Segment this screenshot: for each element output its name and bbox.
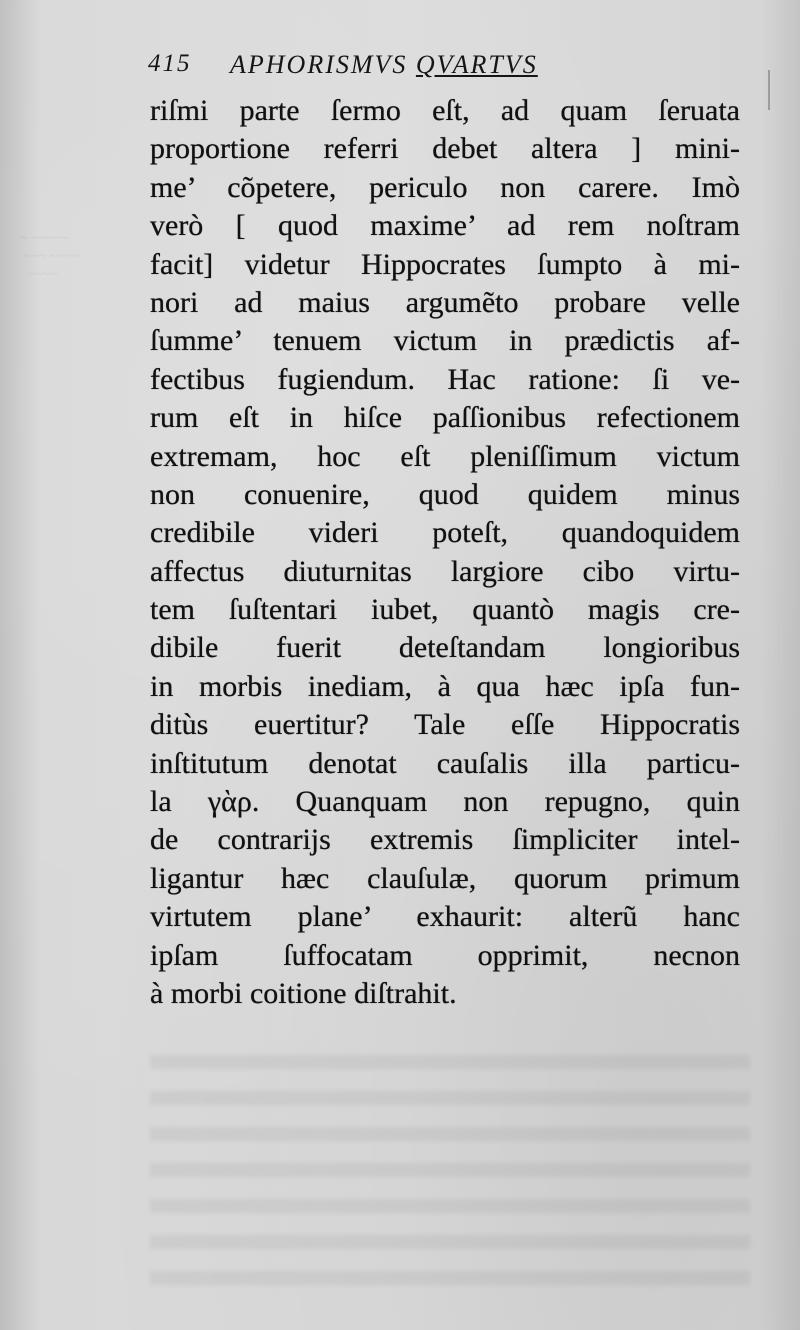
text-line: ditùs euertitur? Tale eſſe Hippocratis	[150, 708, 740, 742]
text-line: in morbis inediam, à qua hæc ipſa fun-	[150, 669, 740, 703]
text-line: fectibus fugiendum. Hac ratione: ſi ve-	[150, 362, 740, 396]
text-line: extremam, hoc eſt pleniſſimum victum	[150, 439, 740, 473]
page-header	[148, 50, 708, 86]
show-through-bottom	[150, 1055, 750, 1295]
running-head	[230, 50, 538, 80]
text-line: riſmi parte ſermo eſt, ad quam ſeruata	[150, 94, 740, 127]
text-line: proportione referri debet altera ] mini-	[150, 132, 740, 166]
text-line: ipſam ſuffocatam opprimit, necnon	[150, 938, 740, 972]
text-line: facit] videtur Hippocrates ſumpto à mi-	[150, 247, 740, 281]
show-through-left: ~ ~~~~~ ~~~ ~~~~ ~~~~	[20, 231, 81, 282]
text-line: verò [ quod maxime’ ad rem noſtram	[150, 209, 740, 243]
running-head-title: APHORISMVS	[230, 50, 416, 79]
page-edge-mark	[768, 70, 770, 110]
text-line: non conuenire, quod quidem minus	[150, 477, 740, 511]
text-line: me’ cõpetere, periculo non carere. Imò	[150, 170, 740, 204]
text-line: inſtitutum denotat cauſalis illa particu-	[150, 746, 740, 780]
text-line: ſumme’ tenuem victum in prædictis af-	[150, 324, 740, 358]
text-line: tem ſuſtentari iubet, quantò magis cre-	[150, 593, 740, 627]
text-line: rum eſt in hiſce paſſionibus refectionem	[150, 401, 740, 435]
text-line: affectus diuturnitas largiore cibo virtu-	[150, 554, 740, 588]
text-line: nori ad maius argumẽto probare velle	[150, 285, 740, 319]
page-number: 415	[148, 50, 192, 77]
text-line: credibile videri poteſt, quandoquidem	[150, 516, 740, 550]
text-line: de contrarijs extremis ſimpliciter intel-	[150, 823, 740, 857]
text-line: à morbi coitione diſtrahit.	[150, 976, 457, 1010]
text-line: ligantur hæc clauſulæ, quorum primum	[150, 861, 740, 895]
body-text	[150, 92, 740, 1013]
text-line: virtutem plane’ exhaurit: alterũ hanc	[150, 900, 740, 934]
running-head-subtitle: QVARTVS	[415, 50, 538, 79]
text-line: la γὰρ. Quanquam non repugno, quin	[150, 785, 740, 819]
text-line: dibile fuerit deteſtandam longioribus	[150, 631, 740, 665]
